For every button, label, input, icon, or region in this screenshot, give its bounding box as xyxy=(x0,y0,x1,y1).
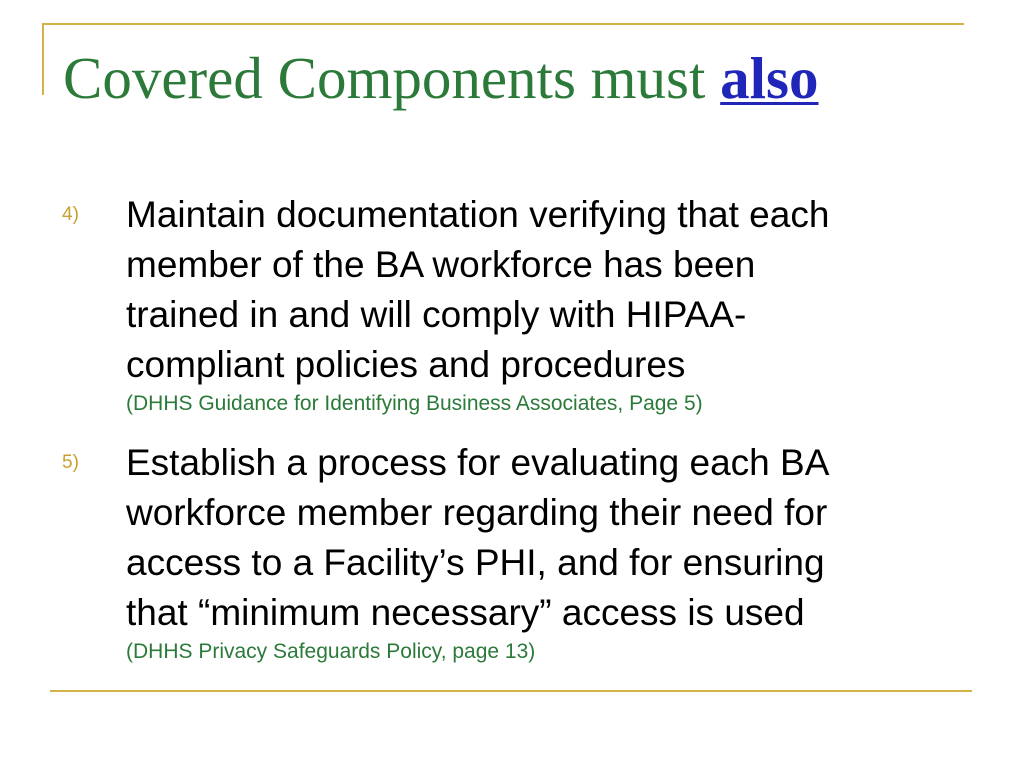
bullet-number: 4) xyxy=(62,204,79,225)
slide-title-text: Covered Components must xyxy=(63,45,721,111)
bullet-citation: (DHHS Privacy Safeguards Policy, page 13) xyxy=(126,640,536,663)
bottom-accent-rule xyxy=(50,690,972,692)
top-accent-rule xyxy=(42,23,964,25)
bullet-text: Maintain documentation verifying that each member of the BA workforce has been trained in and will comply with HIPAA- compliant policies and procedures xyxy=(126,194,830,385)
slide-title-emphasis: also xyxy=(720,45,819,111)
bullet-text: Establish a process for evaluating each BA workforce member regarding their need for access to a Facility’s PHI, and for ensuring that “minimum necessary” access is used xyxy=(126,442,830,633)
bullet-citation: (DHHS Guidance for Identifying Business Associates, Page 5) xyxy=(126,392,703,415)
slide-title xyxy=(63,38,819,118)
bullet-number: 5) xyxy=(62,452,79,473)
bullet-body xyxy=(126,438,966,666)
bullet-body xyxy=(126,190,966,418)
left-accent-rule xyxy=(42,23,44,95)
